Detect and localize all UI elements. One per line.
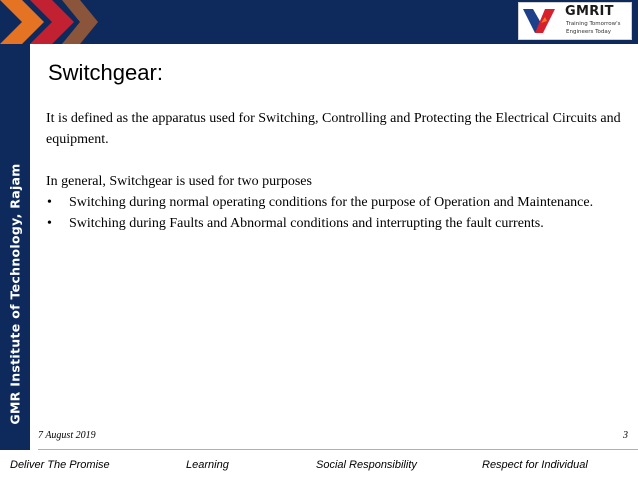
gmrit-logo-mark-icon <box>521 5 557 37</box>
definition-paragraph: It is defined as the apparatus used for Switching, Controlling and Protecting the Electrical Circuits and equipment. <box>46 111 621 147</box>
page-number: 3 <box>623 430 628 441</box>
chevron-pattern-decoration <box>0 0 130 44</box>
logo-brand-text: GMRIT <box>565 4 614 19</box>
slide-date: 7 August 2019 <box>38 430 96 441</box>
slide-title: Switchgear: <box>48 60 163 85</box>
bullet-icon: • <box>47 216 52 231</box>
gmrit-logo <box>518 2 632 40</box>
footer-value-learning: Learning <box>186 459 229 471</box>
footer-value-deliver: Deliver The Promise <box>10 459 110 471</box>
bullet-icon: • <box>47 195 52 210</box>
list-item <box>46 213 624 234</box>
footer-values-bar <box>0 451 638 479</box>
sidebar-band <box>0 44 30 450</box>
list-item-text: Switching during normal operating conditions for the purpose of Operation and Maintenance. <box>69 195 594 210</box>
purposes-list <box>46 192 624 234</box>
logo-tagline-1: Training Tomorrow's <box>566 21 621 27</box>
footer-divider <box>38 449 638 450</box>
logo-tagline-2: Engineers Today <box>566 29 612 35</box>
list-item-text: Switching during Faults and Abnormal conditions and interrupting the fault currents. <box>69 216 544 231</box>
institute-name: GMR Institute of Technology, Rajam <box>7 163 23 425</box>
purposes-intro: In general, Switchgear is used for two purposes <box>46 174 312 189</box>
slide-body <box>46 108 624 234</box>
footer-value-respect: Respect for Individual <box>482 459 588 471</box>
footer-value-social: Social Responsibility <box>316 459 417 471</box>
list-item <box>46 192 624 213</box>
top-banner <box>0 0 638 44</box>
